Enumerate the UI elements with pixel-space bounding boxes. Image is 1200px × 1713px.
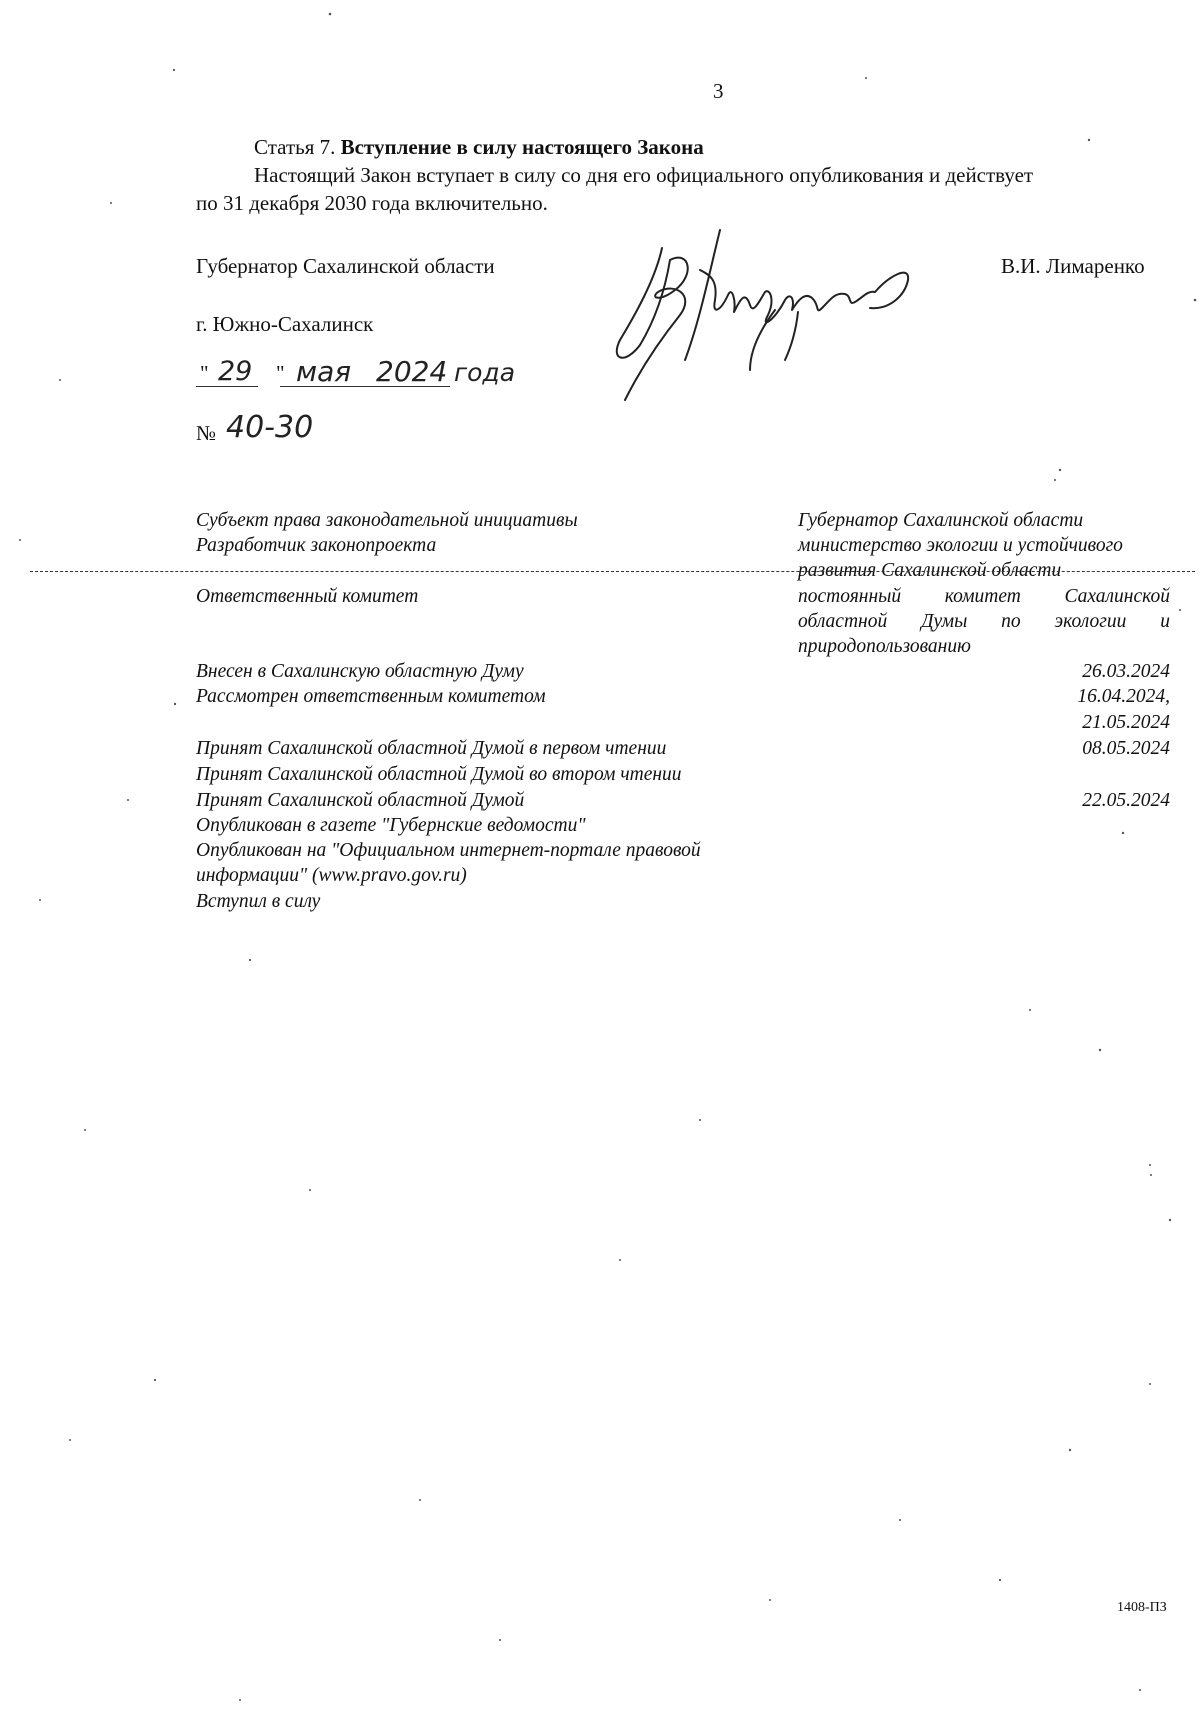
law-number xyxy=(196,408,396,452)
date-close-quote: " xyxy=(276,361,285,385)
article-label: Статья 7. xyxy=(254,135,336,159)
committee-word: комитет xyxy=(944,586,1021,607)
date-month: мая xyxy=(296,355,352,388)
developer-value-line-1: министерство экологии и устойчивого xyxy=(798,535,1123,556)
date-day: 29 xyxy=(218,356,253,387)
first-reading-date: 08.05.2024 xyxy=(1082,738,1170,759)
article-heading xyxy=(254,134,704,161)
committee-label: Ответственный комитет xyxy=(196,586,419,607)
committee-word: Сахалинской xyxy=(1064,586,1170,607)
reviewed-date-2: 21.05.2024 xyxy=(1082,712,1170,733)
committee-word: областной xyxy=(798,611,888,632)
governor-name: В.И. Лимаренко xyxy=(1001,254,1145,278)
date-year: 2024 xyxy=(376,355,448,388)
committee-word: по xyxy=(1001,611,1021,632)
submitted-date: 26.03.2024 xyxy=(1082,661,1170,682)
published-newspaper-label: Опубликован в газете "Губернские ведомости" xyxy=(196,815,586,836)
footer-code: 1408-ПЗ xyxy=(1117,1600,1167,1615)
committee-word: постоянный xyxy=(798,586,902,607)
committee-value-line-3: природопользованию xyxy=(798,636,971,657)
published-portal-line-2: информации" (www.pravo.gov.ru) xyxy=(196,865,467,886)
adopted-date: 22.05.2024 xyxy=(1082,790,1170,811)
committee-value-line-2 xyxy=(798,609,1170,635)
first-reading-label: Принят Сахалинской областной Думой в первом чтении xyxy=(196,738,667,759)
law-number-label: № xyxy=(196,421,217,445)
committee-word: экологии xyxy=(1054,611,1127,632)
article-text-line-1: Настоящий Закон вступает в силу со дня его официального опубликования и действует xyxy=(254,163,1034,187)
reviewed-date-1: 16.04.2024, xyxy=(1077,686,1170,707)
date-open-quote: " xyxy=(200,361,209,385)
reviewed-label: Рассмотрен ответственным комитетом xyxy=(196,686,546,707)
date-suffix: года xyxy=(454,358,516,387)
committee-value-line-1 xyxy=(798,584,1170,610)
published-portal-line-1: Опубликован на "Официальном интернет-портале правовой xyxy=(196,840,701,861)
law-number-value: 40-30 xyxy=(226,410,314,445)
signing-date xyxy=(196,352,576,396)
second-reading-label: Принят Сахалинской областной Думой во втором чтении xyxy=(196,764,682,785)
subject-label: Субъект права законодательной инициативы xyxy=(196,510,578,531)
governor-signature xyxy=(600,220,930,420)
page-number: 3 xyxy=(713,79,724,103)
developer-label: Разработчик законопроекта xyxy=(196,535,437,556)
article-title: Вступление в силу настоящего Закона xyxy=(340,135,704,159)
adopted-label: Принят Сахалинской областной Думой xyxy=(196,790,525,811)
submitted-label: Внесен в Сахалинскую областную Думу xyxy=(196,661,524,682)
city: г. Южно-Сахалинск xyxy=(196,312,374,336)
date-day-underline xyxy=(196,386,258,387)
developer-value-line-2: развития Сахалинской области xyxy=(798,560,1062,581)
committee-word: Думы xyxy=(921,611,968,632)
in-force-label: Вступил в силу xyxy=(196,891,321,912)
date-month-underline xyxy=(280,386,450,387)
committee-word: и xyxy=(1160,611,1170,632)
governor-position: Губернатор Сахалинской области xyxy=(196,254,495,278)
separator-line xyxy=(30,571,1195,572)
subject-value: Губернатор Сахалинской области xyxy=(798,510,1084,531)
article-text-line-2: по 31 декабря 2030 года включительно. xyxy=(196,191,548,215)
